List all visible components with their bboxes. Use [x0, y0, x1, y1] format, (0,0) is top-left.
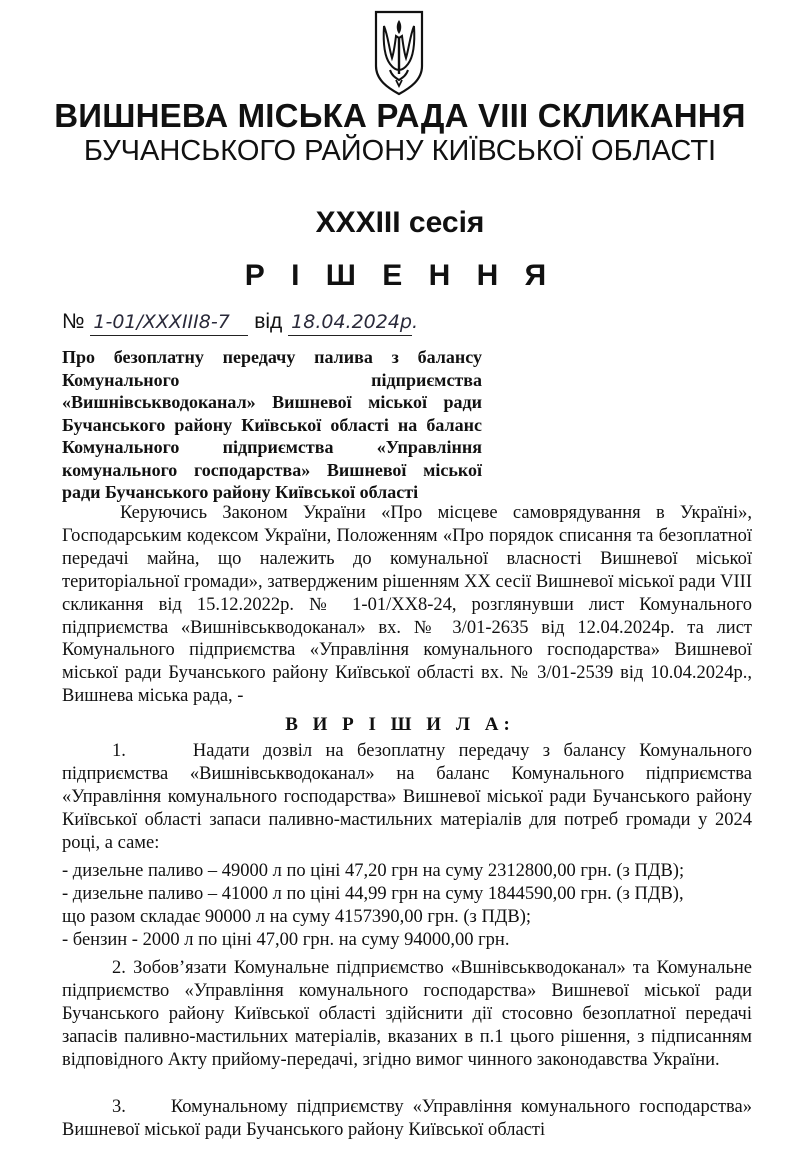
subject-line: «Вишнівськводоканал» Вишневої міської ради — [62, 392, 482, 412]
council-title: ВИШНЕВА МІСЬКА РАДА VIII СКЛИКАННЯ — [54, 97, 746, 134]
subject-line: комунального господарства» Вишневої міської — [62, 459, 482, 480]
preamble-paragraph: Керуючись Законом України «Про місцеве самоврядування в Україні», Господарським кодексом України, Положенням «Про порядок списання та безоплатної передачі майна, що належить до комунальної власності Вишневої міської територіальної громади», затвердженим рішенням XX сесії Вишневої міської ради VIII скликання від 15.12.2022р. № 1-01/XX8-24, розглянувши лист Комунального підприємства «Вишнівськводоканал» вх. № 3/01-2635 від 12.04.2024р. та лист Комунального підприємства «Управління комунального господарства» Вишневої міської ради Бучанського району Київської області вх. № 3/01-2539 від 10.04.2024р., Вишнева міська рада, - — [62, 503, 752, 707]
session-title: XXXIII сесія — [315, 206, 485, 239]
decision-number-line — [62, 305, 419, 339]
subject-line: ради Бучанського району Київської області — [62, 482, 419, 502]
item-1-paragraph: 1. Надати дозвіл на безоплатну передачу з балансу Комунального підприємства «Вишнівськводоканал» на баланс Комунального підприємства «Управління комунального господарства» Вишневої міської ради Бучанського району Київської області запаси паливно-мастильних матеріалів для потреб громади у 2024 році, а саме: — [62, 741, 757, 853]
fuel-list — [62, 860, 752, 952]
district-title: БУЧАНСЬКОГО РАЙОНУ КИЇВСЬКОЇ ОБЛАСТІ — [83, 135, 717, 167]
subject-line: Про безоплатну передачу палива з балансу — [62, 347, 482, 367]
subject-line: Бучанського району Київської області на баланс — [62, 414, 482, 435]
date-prefix: від — [254, 310, 283, 333]
resolved-heading: В И Р І Ш И Л А: — [285, 714, 515, 735]
decision-date-handwritten: 18.04.2024р. — [288, 309, 412, 336]
list-item: - бензин - 2000 л по ціні 47,00 грн. на суму 94000,00 грн. — [62, 929, 510, 950]
decision-number-handwritten: 1-01/XXXIII8-7 — [90, 309, 248, 336]
item-2-paragraph: 2. Зобов’язати Комунальне підприємство «Вшнівськводоканал» та Комунальне підприємство «Управління комунального господарства» Вишневої міської ради Бучанського району Київської області здійснити дії стосовно безоплатної передачі запасів паливно-мастильних матеріалів, вказаних в п.1 цього рішення, з підписанням відповідного Акту прийому-передачі, згідно вимог чинного законодавства України. — [62, 958, 752, 1070]
subject-line: Комунального підприємства «Управління — [62, 437, 482, 457]
decision-subject — [62, 346, 482, 504]
list-item: - дизельне паливо – 49000 л по ціні 47,20 грн на суму 2312800,00 грн. (з ПДВ); — [62, 861, 685, 881]
document-type-title: Р І Ш Е Н Н Я — [244, 259, 556, 292]
item-3-paragraph: 3. Комунальному підприємству «Управління комунального господарства» Вишневої міської ради Бучанського району Київської області — [62, 1097, 757, 1140]
list-item: - дизельне паливо – 41000 л по ціні 44,99 грн на суму 1844590,00 грн. (з ПДВ), — [62, 883, 684, 904]
list-item: що разом складає 90000 л на суму 4157390,00 грн. (з ПДВ); — [62, 906, 532, 927]
subject-line: Комунального підприємства — [62, 369, 482, 390]
number-prefix: № — [62, 310, 85, 333]
trident-emblem-icon — [370, 8, 428, 96]
